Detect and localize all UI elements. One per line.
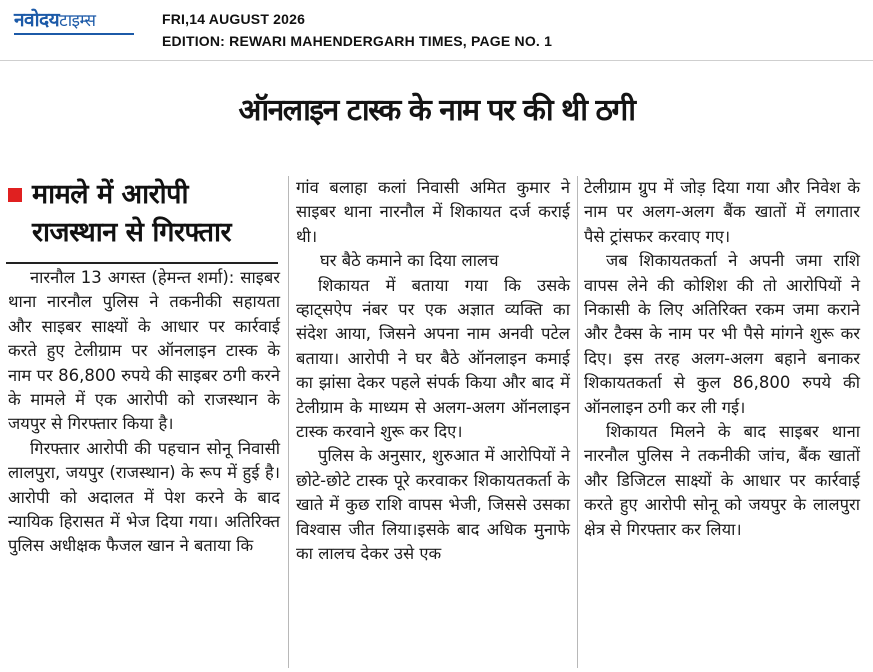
column-divider <box>577 176 578 668</box>
logo-underline <box>14 33 134 35</box>
article-column-3 <box>584 176 860 542</box>
paragraph: नारनौल 13 अगस्त (हेमन्त शर्मा): साइबर थाना नारनौल पुलिस ने तकनीकी सहायता और साइबर साक्ष्यों के आधार पर कार्रवाई करते हुए टेलीग्राम पर ऑनलाइन टास्क के नाम पर 86,800 रुपये की साइबर ठगी करने के मामले में एक आरोपी को राजस्थान के जयपुर से गिरफ्तार किया है। <box>8 268 280 434</box>
article-column-1 <box>8 266 280 559</box>
logo-sub: टाइम्स <box>59 11 96 31</box>
paragraph: जब शिकायतकर्ता ने अपनी जमा राशि वापस लेने की कोशिश की तो आरोपियों ने निकासी के लिए अतिरिक्त रकम जमा कराने और टैक्स के नाम पर भी पैसे मांगने शुरू कर दिए। इस तरह अलग-अलग बहाने बनाकर शिकायतकर्ता से कुल 86,800 रुपये की ऑनलाइन ठगी कर ली गई। <box>584 251 860 417</box>
subheadline-divider <box>6 262 278 264</box>
top-divider <box>0 60 873 61</box>
red-square-bullet-icon <box>8 188 22 202</box>
masthead <box>0 0 873 56</box>
paragraph: गिरफ्तार आरोपी की पहचान सोनू निवासी लालपुरा, जयपुर (राजस्थान) के रूप में हुई है। आरोपी को अदालत में पेश करने के बाद न्यायिक हिरासत में भेज दिया गया। अतिरिक्त पुलिस अधीक्षक फैजल खान ने बताया कि <box>8 438 280 556</box>
article-headline: ऑनलाइन टास्क के नाम पर की थी ठगी <box>238 93 635 128</box>
logo-main: नवोदय <box>14 9 60 31</box>
edition-info <box>162 8 552 52</box>
article-column-2 <box>296 176 570 567</box>
newspaper-logo <box>14 9 95 32</box>
paragraph: गांव बलाहा कलां निवासी अमित कुमार ने साइबर थाना नारनौल में शिकायत दर्ज कराई थी। <box>296 178 570 246</box>
subheadline-line-1: मामले में आरोपी <box>32 179 188 210</box>
subheadline-line-2: राजस्थान से गिरफ्तार <box>32 217 232 248</box>
paragraph: टेलीग्राम ग्रुप में जोड़ दिया गया और निवेश के नाम पर अलग-अलग बैंक खातों में लगातार पैसे ट्रांसफर करवाए गए। <box>584 178 860 246</box>
paragraph: शिकायत मिलने के बाद साइबर थाना नारनौल पुलिस ने तकनीकी जांच, बैंक खातों और डिजिटल साक्ष्यों के आधार पर कार्रवाई करते हुए आरोपी सोनू को जयपुर के लालपुरा क्षेत्र से गिरफ्तार कर लिया। <box>584 422 860 539</box>
paragraph: पुलिस के अनुसार, शुरुआत में आरोपियों ने छोटे-छोटे टास्क पूरे करवाकर शिकायतकर्ता के खाते में कुछ राशि वापस भेजी, जिससे उसका विश्वास जीत लिया।इसके बाद अधिक मुनाफे का लालच देकर उसे एक <box>296 446 570 564</box>
date-line: FRI,14 AUGUST 2026 <box>162 11 306 27</box>
edition-line: EDITION: REWARI MAHENDERGARH TIMES, PAGE NO. 1 <box>162 33 553 49</box>
paragraph: शिकायत में बताया गया कि उसके व्हाट्सऐप नंबर पर एक अज्ञात व्यक्ति का संदेश आया, जिसने अपना नाम अनवी पटेल बताया। आरोपी ने घर बैठे ऑनलाइन कमाई का झांसा देकर पहले संपर्क किया और बाद में टेलीग्राम के माध्यम से अलग-अलग ऑनलाइन टास्क करवाने शुरू कर दिए। <box>296 275 570 442</box>
crosshead: घर बैठे कमाने का दिया लालच <box>320 251 499 271</box>
column-divider <box>288 176 289 668</box>
